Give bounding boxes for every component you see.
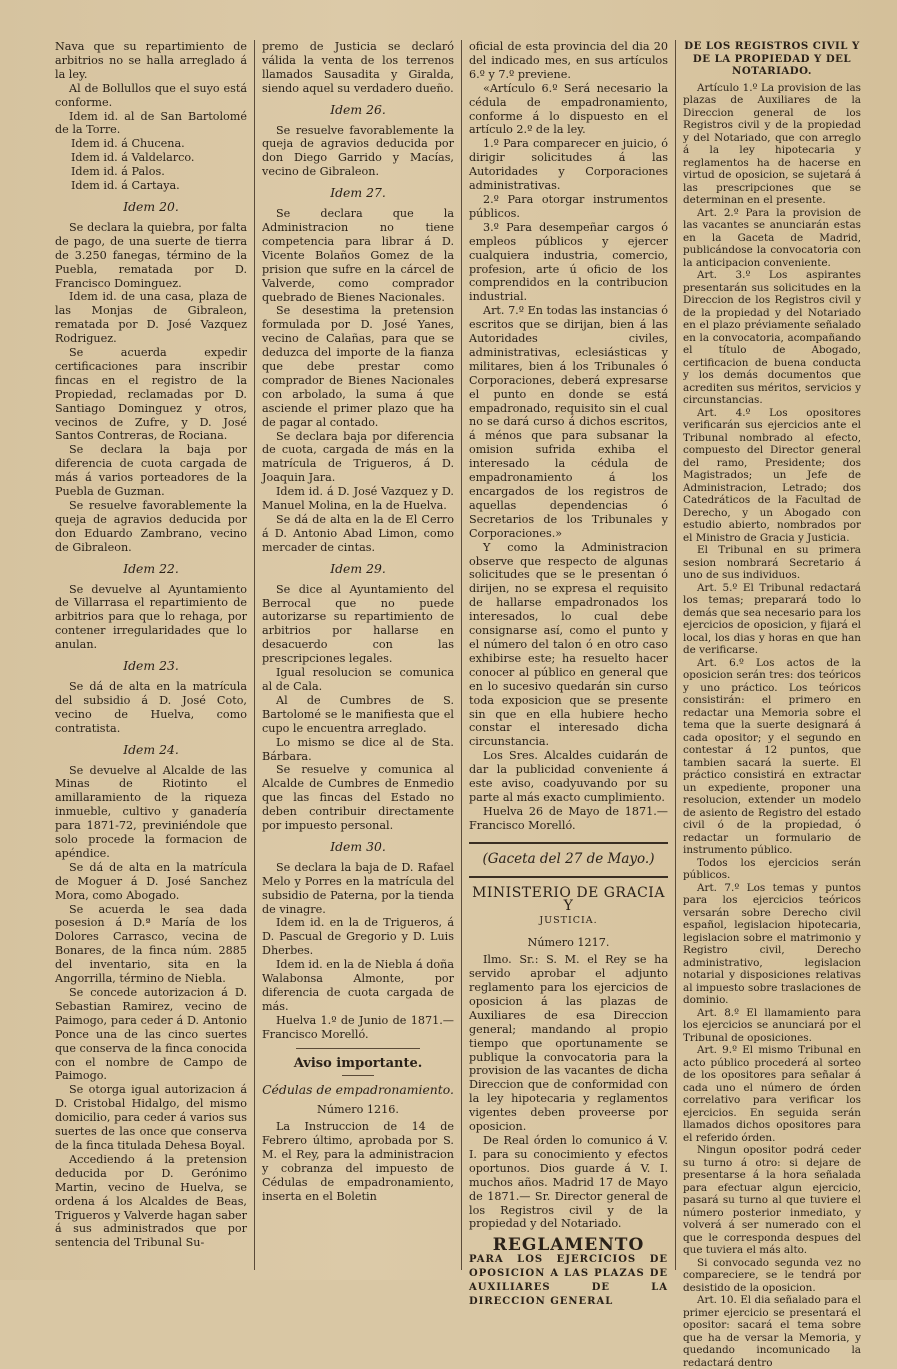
paragraph: Idem id. de una casa, plaza de las Monjas de Gibraleon, rematada por D. José Vazquez Rodriguez. [55,290,247,346]
date-heading: Idem 27. [330,185,386,201]
paragraph: Huelva 1.º de Junio de 1871.— Francisco Morelló. [262,1013,454,1041]
paragraph: Se declara baja por diferencia de cuota, cargada de más en la matrícula de Trigueros, á D. Joaquin Jara. [262,429,454,485]
number-heading: Número 1216. [317,1103,399,1117]
ministry-subtitle: JUSTICIA. [539,915,598,927]
section-divider [296,1048,420,1049]
paragraph: Accediendo á la pretension deducida por D. Gerónimo Martin, vecino de Huelva, se ordena á los Alcaldes de Beas, Trigueros y Valverde hagan saber á sus administrados que por sentencia del Tribunal Su- [55,1152,247,1250]
regulation-subtitle: PARA LOS EJERCICIOS DE OPOSICION A LAS PLAZAS DE AUXILIARES DE LA DIRECCION GENERAL [469,1254,668,1308]
section-divider [469,842,668,844]
number-heading: Número 1217. [527,936,610,950]
date-heading: Idem 30. [330,838,386,854]
paragraph: Art. 6.º Los actos de la oposicion serán tres: dos teóricos y uno práctico. Los teóricos consistirán: el primero en redactar una Memoria sobre el tema que la suerte designará á cada opositor; y el segundo en contestar á 12 puntos, que tambien sacará la suerte. El práctico consistirá en extractar un expediente, proponer una resolucion, extender un modelo de asiento de Registro del estado civil ó de la propiedad, ó redactar un formulario de instrumento público. [683,656,861,856]
paragraph: Artículo 1.º La provision de las plazas de Auxiliares de la Direccion general de los Registros civil y de la propiedad y del Notariado, que con arreglo á la ley hipotecaria y reglamentos ha de hacerse en virtud de oposicion, se sujetará á las prescripciones que se determinan en el presente. [683,81,861,206]
paragraph: La Instruccion de 14 de Febrero último, aprobada por S. M. el Rey, para la administracion y cobranza del impuesto de Cédulas de empadronamiento, inserta en el Boletin [262,1120,454,1203]
date-heading: Idem 26. [330,101,386,117]
paragraph: Si convocado segunda vez no compareciere, se le tendrá por desistido de la oposicion. [683,1256,861,1294]
paragraph: Art. 5.º El Tribunal redactará los temas; preparará todo lo demás que sea necesario para los ejercicios de oposicion, y fijará el local, los dias y horas en que han de verificarse. [683,581,861,656]
paragraph: Se dá de alta en la matrícula de Moguer á D. José Sanchez Mora, como Abogado. [55,860,247,902]
paragraph: Los Sres. Alcaldes cuidarán de dar la publicidad conveniente á este aviso, coadyuvando por su parte al más exacto cumplimiento. [469,749,668,804]
paragraph: Al de Cumbres de S. Bartolomé se le manifiesta que el cupo le encuentra arreglado. [262,693,454,735]
paragraph: Art. 9.º El mismo Tribunal en acto público procederá al sorteo de los opositores para señalar á cada uno el número de órden correlativo para verificar los ejercicios. En seguida serán llamados dichos opositores para el referido órden. [683,1044,861,1144]
paragraph: «Artículo 6.º Será necesario la cédula de empadronamiento, conforme á lo dispuesto en el artículo 2.º de la ley. [469,81,668,137]
notice-title: Aviso importante. [293,1055,423,1071]
list-line: Idem id. á Cartaya. [71,179,180,193]
ministry-title: MINISTERIO DE GRACIA Y [472,884,665,915]
date-heading: Cédulas de empadronamiento. [262,1081,454,1097]
paragraph: Se dá de alta en la matrícula del subsidio á D. José Coto, vecino de Huelva, como contratista. [55,679,247,735]
regulation-title-continued: DE LOS REGISTROS CIVIL Y DE LA PROPIEDAD Y DEL NOTARIADO. [684,40,860,77]
section-divider [469,876,668,878]
paragraph: Se declara la baja de D. Rafael Melo y Porres en la matrícula del subsidio de Paterna, por la tienda de vinagre. [262,860,454,916]
regulation-title: REGLAMENTO [492,1235,645,1256]
paragraph: El Tribunal en su primera sesion nombrará Secretario á uno de sus individuos. [683,544,861,581]
list-line: Idem id. á Valdelarco. [71,151,195,165]
paragraph: Idem id. en la de Niebla á doña Walabonsa Almonte, por diferencia de cuota cargada de más. [262,958,454,1013]
paragraph: Se resuelve favorablemente la queja de agravios deducida por don Diego Garrido y Macías, vecino de Gibraleon. [262,123,454,179]
date-heading: Idem 22. [123,560,179,576]
paragraph: Y como la Administracion observe que respecto de algunas solicitudes que se le presentan ó dirijen, no se expresa el requisito de hallarse empadronados los interesados, lo cual debe consignarse así, como el punto y el número del talon ó en otro caso exhibirse este; ha resuelto hacer conocer al público en general que en lo sucesivo quedarán sin curso toda exposicion que se presente sin que en ella hubiere hecho constar el interesado dicha circunstancia. [469,540,668,749]
paragraph: Se dá de alta en la de El Cerro á D. Antonio Abad Limon, como mercader de cintas. [262,513,454,554]
list-line: Idem id. á Palos. [71,165,165,179]
date-heading: Idem 24. [123,741,179,757]
paragraph: Art. 4.º Los opositores verificarán sus ejercicios ante el Tribunal nombrado al efecto, compuesto del Director general del ramo, Presidente; dos Magistrados; un Jefe de Administracion, Letrado; dos Catedráticos de la Facultad de Derecho, y un Abogado con estudio abierto, nombrados por el Ministro de Gracia y Justicia. [683,406,861,544]
paragraph: Se desestima la pretension formulada por D. José Yanes, vecino de Calañas, para que se deduzca del importe de la fianza que debe prestar como comprador de Bienes Nacionales con arbolado, la suma á que asciende el primer plazo que ha de pagar al contado. [262,304,454,429]
paragraph: Art. 3.º Los aspirantes presentarán sus solicitudes en la Direccion de los Registros civil y de la propiedad y del Notariado en el plazo préviamente señalado en la convocatoria, acompañando el título de Abogado, certificacion de buena conducta y los demás documentos que acrediten sus méritos, servicios y circunstancias. [683,269,861,406]
date-heading: Idem 23. [123,658,179,674]
paragraph: Se concede autorizacion á D. Sebastian Ramirez, vecino de Paimogo, para ceder á D. Antonio Ponce una de las cinco suertes que conserva de la finca conocida con el nombre de Campo de Paimogo. [55,986,247,1083]
paragraph: Todos los ejercicios serán públicos. [683,856,861,881]
paragraph: Se dice al Ayuntamiento del Berrocal que no puede autorizarse su repartimiento de arbitrios por hallarse en desacuerdo con las prescripciones legales. [262,582,454,666]
paragraph: Se resuelve y comunica al Alcalde de Cumbres de Enmedio que las fincas del Estado no deben contribuir directamente por impuesto personal. [262,763,454,833]
paragraph: Nava que su repartimiento de arbitrios no se halla arreglado á la ley. [55,40,247,81]
paragraph: Idem id. al de San Bartolomé de la Torre. [55,109,247,137]
paragraph: Se declara la baja por diferencia de cuota cargada de más á varios porteadores de la Puebla de Guzman. [55,443,247,499]
gazette-heading: (Gaceta del 27 de Mayo.) [482,850,655,867]
paragraph: Se devuelve al Alcalde de las Minas de Riotinto el amillaramiento de la riqueza inmueble, cultivo y ganadería para 1871-72, previniéndole que solo procede la formacion de apéndice. [55,763,247,860]
paragraph: Lo mismo se dice al de Sta. Bárbara. [262,735,454,763]
paragraph: Huelva 26 de Mayo de 1871.— Francisco Morelló. [469,804,668,832]
paragraph: oficial de esta provincia del dia 20 del indicado mes, en sus artículos 6.º y 7.º previene. [469,40,668,81]
paragraph: 1.º Para comparecer en juicio, ó dirigir solicitudes á las Autoridades y Corporaciones administrativas. [469,137,668,193]
paragraph: Se acuerda expedir certificaciones para inscribir fincas en el registro de la Propiedad, reclamadas por D. Santiago Dominguez y otros, vecinos de Zufre, y D. José Santos Contreras, de Rociana. [55,346,247,443]
paragraph: premo de Justicia se declaró válida la venta de los terrenos llamados Sausadita y Giralda, siendo aquel su verdadero dueño. [262,40,454,95]
column-3 [461,40,675,1308]
paragraph: Art. 8.º El llamamiento para los ejercicios se anunciará por el Tribunal de oposiciones. [683,1006,861,1044]
paragraph: Ilmo. Sr.: S. M. el Rey se ha servido aprobar el adjunto reglamento para los ejercicios de oposicion á las plazas de Auxiliares de esa Direccion general; mandando al propio tiempo que oportunamente se publique la convocatoria para la provision de las vacantes de dicha Direccion que de conformidad con la ley hipotecaria y reglamentos vigentes deben proveerse por oposicion. [469,953,668,1134]
column-1 [48,40,254,1270]
date-heading: Idem 29. [330,560,386,576]
paragraph: Se resuelve favorablemente la queja de agravios deducida por don Eduardo Zambrano, vecino de Gibraleon. [55,499,247,554]
short-divider [342,1075,374,1076]
paragraph: Se declara la quiebra, por falta de pago, de una suerte de tierra de 3.250 fanegas, término de la Puebla, rematada por D. Francisco Dominguez. [55,220,247,290]
column-4 [675,40,868,1369]
paragraph: Art. 7.º En todas las instancias ó escritos que se dirijan, bien á las Autoridades civiles, administrativas, eclesiásticas y militares, bien á los Tribunales ó Corporaciones, deberá expresarse el punto en donde se está empadronado, requisito sin el cual no se dará curso á dichos escritos, á ménos que para subsanar la omision sufrida exhiba el interesado la cédula de empadronamiento á los encargados de los registros de aquellas dependencias ó Secretarios de los Tribunales y Corporaciones.» [469,304,668,540]
paragraph: Ningun opositor podrá ceder su turno á otro: si dejare de presentarse á la hora señalada para efectuar algun ejercicio, pasará su turno al que tuviere el número posterior inmediato, y volverá á ser numerado con el que le corresponda despues del que tuviera el más alto. [683,1144,861,1256]
paragraph: Al de Bollullos que el suyo está conforme. [55,81,247,109]
paragraph: Se declara que la Administracion no tiene competencia para librar á D. Vicente Bolaños Gomez de la prision que sufre en la cárcel de Valverde, como comprador quebrado de Bienes Nacionales. [262,207,454,304]
paragraph: Se otorga igual autorizacion á D. Cristobal Hidalgo, del mismo domicilio, para ceder á varios sus suertes de las once que conserva de la finca titulada Dehesa Boyal. [55,1083,247,1152]
paragraph: 3.º Para desempeñar cargos ó empleos públicos y ejercer cualquiera industria, comercio, profesion, arte ú oficio de los comprendidos en la contribucion industrial. [469,220,668,304]
paragraph: Art. 10. El dia señalado para el primer ejercicio se presentará el opositor: sacará el tema sobre que ha de versar la Memoria, y quedando incomunicado la redactará dentro [683,1294,861,1369]
date-heading: Idem 20. [123,198,179,214]
paragraph: Idem id. á D. José Vazquez y D. Manuel Molina, en la de Huelva. [262,485,454,513]
paragraph: 2.º Para otorgar instrumentos públicos. [469,192,668,220]
paragraph: Art. 7.º Los temas y puntos para los ejercicios teóricos versarán sobre Derecho civil español, legislacion hipotecaria, legislacion sobre el matrimonio y Registro civil, Derecho administrativo, legislacion notarial y disposiciones relativas al impuesto sobre traslaciones de dominio. [683,881,861,1006]
paragraph: Art. 2.º Para la provision de las vacantes se anunciarán estas en la Gaceta de Madrid, publicándose la convocatoria con la anticipacion conveniente. [683,206,861,269]
paragraph: Idem id. en la de Trigueros, á D. Pascual de Gregorio y D. Luis Dherbes. [262,916,454,958]
column-container [48,40,879,1369]
column-2 [254,40,461,1270]
paragraph: Se acuerda le sea dada posesion á D.ª María de los Dolores Carrasco, vecina de Bonares, de la finca núm. 2885 del inventario, sita en la Angorrilla, término de Niebla. [55,902,247,986]
list-line: Idem id. á Chucena. [71,137,185,151]
paragraph: Igual resolucion se comunica al de Cala. [262,666,454,693]
paragraph: De Real órden lo comunico á V. I. para su conocimiento y efectos oportunos. Dios guarde á V. I. muchos años. Madrid 17 de Mayo de 1871.— Sr. Director general de los Registros civil y de la propiedad y del Notariado. [469,1133,668,1231]
paragraph: Se devuelve al Ayuntamiento de Villarrasa el repartimiento de arbitrios para que lo rehaga, por contener irregularidades que lo anulan. [55,582,247,652]
